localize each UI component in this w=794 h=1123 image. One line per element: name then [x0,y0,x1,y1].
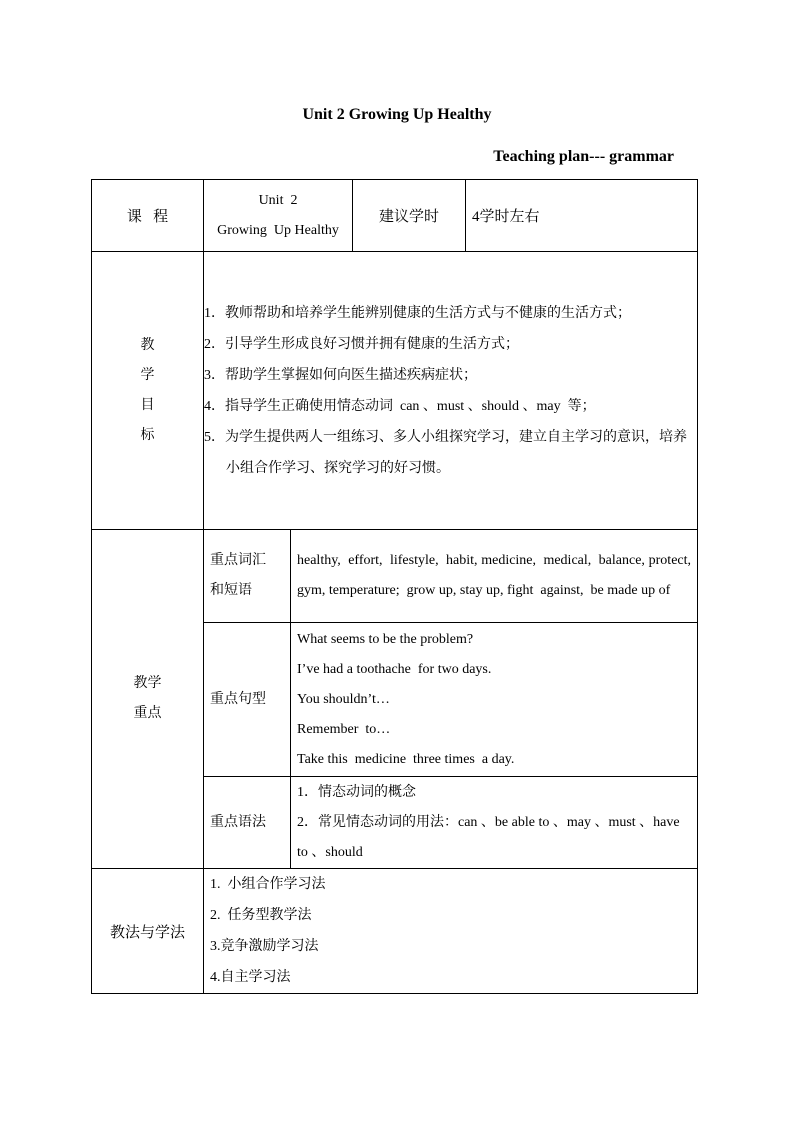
document-title: Unit 2 Growing Up Healthy [302,106,492,123]
vocab-text: healthy, effort, lifestyle, habit, medicine, medical, balance, protect, gym, temperature; grow up, stay up, fight against, be made up of [291,530,698,623]
method-item: 2. 任务型教学法 [210,908,312,923]
goals-label-char: 目 [140,397,155,413]
grammar-item: 2．常见情态动词的用法：can 、be able to 、may 、must 、have to 、should [297,814,687,860]
vocab-label-line2: 和短语 [210,583,252,598]
goals-label-char: 学 [140,367,155,383]
methods-label: 教法与学法 [92,869,204,994]
key-points-label [92,530,204,869]
course-label: 课 程 [92,180,204,252]
sentence-item: You shouldn’t… [297,691,390,707]
document-subtitle: Teaching plan--- grammar [493,148,674,165]
method-item: 4.自主学习法 [210,970,291,985]
course-row [92,180,698,252]
vocab-label-line1: 重点词汇 [210,553,266,568]
goals-row [92,252,698,530]
goals-label-char: 教 [140,337,155,353]
vocab-row [92,530,698,623]
methods-row [92,869,698,994]
key-points-label-line2: 重点 [133,706,162,721]
grammar-item: 1．情态动词的概念 [297,784,416,800]
lesson-plan-table [91,179,698,994]
method-item: 3.竞争激励学习法 [210,939,319,954]
goal-item: 4．指导学生正确使用情态动词 can 、must 、should 、may 等； [204,398,596,414]
key-points-label-line1: 教学 [133,676,162,691]
sentence-item: What seems to be the problem? [297,631,474,647]
methods-list [204,869,698,994]
grammar-label: 重点语法 [204,777,291,869]
goals-list [204,252,698,530]
hours-value: 4学时左右 [466,180,698,252]
hours-label: 建议学时 [353,180,466,252]
sentence-label: 重点句型 [204,623,291,777]
goals-label-char: 标 [140,427,155,443]
goal-item: 1．教师帮助和培养学生能辨别健康的生活方式与不健康的生活方式； [204,305,631,321]
method-item: 1. 小组合作学习法 [210,877,326,892]
goal-item: 3．帮助学生掌握如何向医生描述疾病症状； [204,367,477,383]
sentence-list [291,623,698,777]
goals-label [92,252,204,530]
grammar-list [291,777,698,869]
sentence-item: Remember to… [297,721,391,737]
vocab-label [204,530,291,623]
course-unit-line2: Growing Up Healthy [217,222,339,238]
goal-item: 2．引导学生形成良好习惯并拥有健康的生活方式； [204,336,519,352]
course-unit-cell [204,180,353,252]
goal-item: 5．为学生提供两人一组练习、多人小组探究学习，建立自主学习的意识，培养小组合作学习、探究学习的好习惯。 [204,429,687,476]
sentence-item: I’ve had a toothache for two days. [297,661,492,677]
sentence-item: Take this medicine three times a day. [297,751,515,767]
course-unit-line1: Unit 2 [258,192,298,208]
